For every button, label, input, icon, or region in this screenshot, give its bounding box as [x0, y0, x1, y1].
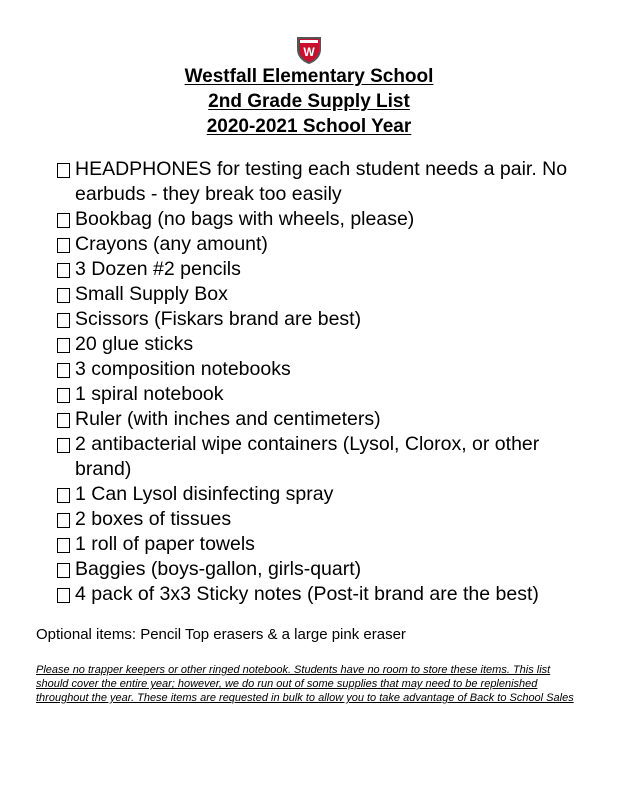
supply-item-label: 1 spiral notebook: [75, 383, 224, 405]
supply-item-label: Crayons (any amount): [75, 233, 268, 255]
supply-item-label: Ruler (with inches and centimeters): [75, 408, 381, 430]
supply-item: [56, 582, 576, 607]
school-logo-icon: [294, 35, 324, 65]
checkbox-icon: [57, 238, 70, 253]
school-name: Westfall Elementary School: [184, 66, 434, 87]
checkbox-icon: [57, 313, 70, 328]
optional-items: Optional items: Pencil Top erasers & a large pink eraser: [36, 626, 406, 643]
supply-item-label: HEADPHONES for testing each student needs a pair. No earbuds - they break too easily: [75, 158, 568, 205]
header: [0, 64, 618, 139]
supply-item-label: 3 composition notebooks: [75, 358, 291, 380]
checkbox-icon: [57, 288, 70, 303]
checkbox-icon: [57, 513, 70, 528]
supply-item-label: Bookbag (no bags with wheels, please): [75, 208, 415, 230]
supply-item: [56, 157, 576, 207]
checkbox-icon: [57, 338, 70, 353]
supply-item: [56, 257, 576, 282]
checkbox-icon: [57, 388, 70, 403]
checkbox-icon: [57, 163, 70, 178]
supply-item-label: Small Supply Box: [75, 283, 228, 305]
checkbox-icon: [57, 438, 70, 453]
supply-item: [56, 407, 576, 432]
checkbox-icon: [57, 413, 70, 428]
supply-item-label: 1 roll of paper towels: [75, 533, 255, 555]
supply-item-label: 1 Can Lysol disinfecting spray: [75, 483, 334, 505]
checkbox-icon: [57, 488, 70, 503]
supply-item-label: 4 pack of 3x3 Sticky notes (Post-it brand are the best): [75, 583, 539, 605]
supply-item-label: 3 Dozen #2 pencils: [75, 258, 241, 280]
supply-item: [56, 532, 576, 557]
supply-item: [56, 507, 576, 532]
supply-item: [56, 307, 576, 332]
supply-item: [56, 432, 576, 482]
logo-letter: W: [303, 45, 315, 59]
checkbox-icon: [57, 263, 70, 278]
supply-item-label: 2 boxes of tissues: [75, 508, 232, 530]
supply-item: [56, 357, 576, 382]
list-title: 2nd Grade Supply List: [208, 91, 410, 112]
supply-item: [56, 482, 576, 507]
school-year: 2020-2021 School Year: [206, 116, 412, 137]
supply-item: [56, 382, 576, 407]
checkbox-icon: [57, 363, 70, 378]
supply-item: [56, 207, 576, 232]
supply-item: [56, 332, 576, 357]
supply-item-label: Scissors (Fiskars brand are best): [75, 308, 362, 330]
checkbox-icon: [57, 538, 70, 553]
supply-item: [56, 557, 576, 582]
checkbox-icon: [57, 588, 70, 603]
supply-item: [56, 282, 576, 307]
checkbox-icon: [57, 213, 70, 228]
supply-list: [56, 157, 576, 607]
supply-item-label: 2 antibacterial wipe containers (Lysol, Clorox, or other brand): [75, 433, 540, 480]
supply-item: [56, 232, 576, 257]
supply-item-label: Baggies (boys-gallon, girls-quart): [75, 558, 362, 580]
footer-note: Please no trapper keepers or other ringed notebook. Students have no room to store these items. This list should cover the entire year; however, we do run out of some supplies that may need to be replenished throughout the year. These items are requested in bulk to allow you to take advantage of Back to School Sales: [36, 664, 574, 704]
supply-item-label: 20 glue sticks: [75, 333, 194, 355]
checkbox-icon: [57, 563, 70, 578]
